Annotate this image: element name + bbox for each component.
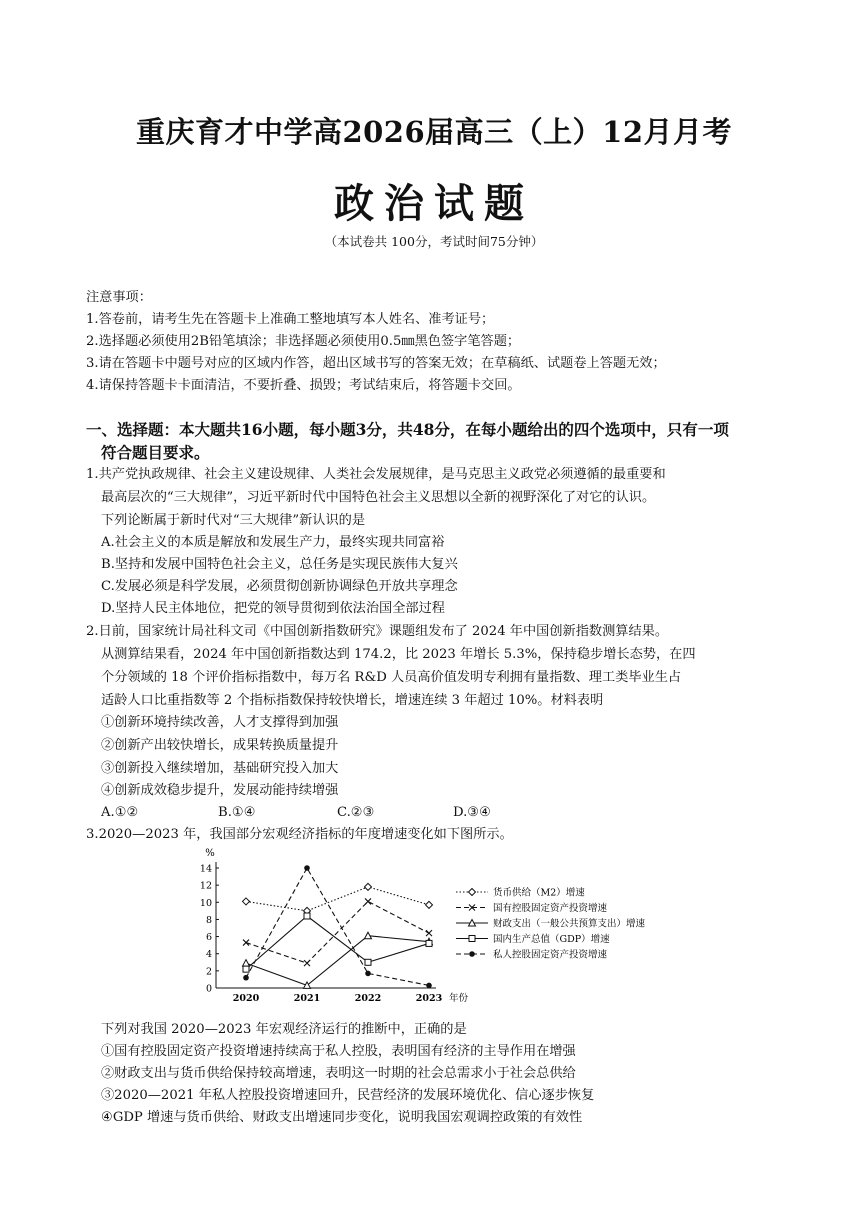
y-tick-label: 0 xyxy=(205,983,212,995)
exam-info: （本试卷共 100分，考试时间75分钟） xyxy=(324,234,544,249)
q3-question: 下列对我国 2020—2023 年宏观经济运行的推断中，正确的是 xyxy=(101,1022,467,1037)
data-point xyxy=(304,913,310,919)
q2-option-d: D.③④ xyxy=(453,805,491,820)
series-line xyxy=(246,936,429,986)
series-line xyxy=(246,868,429,985)
notice-heading: 注意事项： xyxy=(86,290,152,305)
q2-stem: 从测算结果看，2024 年中国创新指数达到 174.2，比 2023 年增长 5.3%，保持稳步增长态势，在四 xyxy=(101,647,696,662)
notice-item: 4.请保持答题卡卡面清洁，不要折叠、损毁；考试结束后，将答题卡交回。 xyxy=(86,378,521,393)
notice-item: 2.选择题必须使用2B铅笔填涂；非选择题必须使用0.5㎜黑色签字笔答题； xyxy=(86,334,521,349)
y-tick-label: 8 xyxy=(205,914,212,926)
data-point xyxy=(365,971,371,977)
q2-option-a: A.①② xyxy=(101,805,139,820)
series-line xyxy=(246,901,429,963)
data-point xyxy=(243,898,250,905)
q3-statement: ②财政支出与货币供给保持较高增速，表明这一时期的社会总需求小于社会总供给 xyxy=(101,1066,576,1081)
legend-label: 财政支出（一般公共预算支出）增速 xyxy=(493,918,646,930)
line-chart xyxy=(196,848,666,1013)
y-tick-label: 14 xyxy=(199,863,212,875)
q2-stem: 适龄人口比重指数等 2 个指标指数保持较快增长，增速连续 3 年超过 10%。材料表明 xyxy=(101,693,604,708)
data-point xyxy=(243,940,249,946)
legend-label: 国内生产总值（GDP）增速 xyxy=(493,934,610,945)
q2-option-c: C.②③ xyxy=(337,805,375,820)
q3-statement: ④GDP 增速与货币供给、财政支出增速同步变化，说明我国宏观调控政策的有效性 xyxy=(101,1110,583,1125)
q3-stem: 3.2020—2023 年，我国部分宏观经济指标的年度增速变化如下图所示。 xyxy=(86,827,513,842)
series-line xyxy=(246,887,429,911)
data-point xyxy=(243,960,250,967)
data-point xyxy=(426,901,433,908)
chart-svg xyxy=(196,848,666,1013)
notice-item: 3.请在答题卡中题号对应的区域内作答，超出区域书写的答案无效；在草稿纸、试题卷上答题无效； xyxy=(86,356,666,371)
section-heading-cont: 符合题目要求。 xyxy=(101,443,210,462)
q1-stem: 最高层次的“三大规律”，习近平新时代中国特色社会主义思想以全新的视野深化了对它的认识。 xyxy=(101,490,656,505)
data-point xyxy=(365,898,371,904)
q3-statement: ③2020—2021 年私人控股投资增速回升，民营经济的发展环境优化、信心逐步恢复 xyxy=(101,1088,595,1103)
y-tick-label: 12 xyxy=(199,880,212,892)
data-point xyxy=(243,966,249,972)
data-point xyxy=(365,959,371,965)
notice-item: 1.答卷前，请考生先在答题卡上准确工整地填写本人姓名、准考证号； xyxy=(86,312,495,327)
data-point xyxy=(304,865,310,871)
legend-swatch-marker xyxy=(469,936,475,942)
x-axis-label: 年份 xyxy=(449,993,469,1004)
data-point xyxy=(426,983,432,989)
data-point xyxy=(365,883,372,890)
data-point xyxy=(243,975,249,981)
y-tick-label: 2 xyxy=(205,966,212,978)
y-tick-label: 6 xyxy=(205,932,212,944)
q2-statement: ②创新产出较快增长，成果转换质量提升 xyxy=(101,738,339,753)
data-point xyxy=(426,930,432,936)
q2-statement: ③创新投入继续增加，基础研究投入加大 xyxy=(101,761,339,776)
q1-stem: 1.共产党执政规律、社会主义建设规律、人类社会发展规律，是马克思主义政党必须遵循的最重要和 xyxy=(86,467,666,482)
x-tick-label: 2023 xyxy=(415,993,443,1004)
y-tick-label: 10 xyxy=(199,897,212,909)
q2-statement: ④创新成效稳步提升，发展动能持续增强 xyxy=(101,783,339,798)
x-tick-label: 2020 xyxy=(232,993,260,1004)
q2-statement: ①创新环境持续改善，人才支撑得到加强 xyxy=(101,715,339,730)
y-axis-label: % xyxy=(205,848,215,859)
q1-option-a: A.社会主义的本质是解放和发展生产力，最终实现共同富裕 xyxy=(101,535,445,550)
q2-stem: 个分领域的 18 个评价指标指数中，每万名 R&D 人员高价值发明专利拥有量指数、理工类毕业生占 xyxy=(101,670,682,685)
legend-label: 国有控股固定资产投资增速 xyxy=(493,903,608,914)
legend-swatch-marker xyxy=(469,889,476,896)
q2-stem: 2.日前，国家统计局社科文司《中国创新指数研究》课题组发布了 2024 年中国创新指数测算结果。 xyxy=(86,624,669,639)
legend-label: 私人控股固定资产投资增速 xyxy=(493,949,608,961)
x-tick-label: 2022 xyxy=(354,993,382,1004)
q3-statement: ①国有控股固定资产投资增速持续高于私人控股，表明国有经济的主导作用在增强 xyxy=(101,1044,576,1059)
q1-option-d: D.坚持人民主体地位，把党的领导贯彻到依法治国全部过程 xyxy=(101,601,445,616)
data-point xyxy=(304,960,310,966)
subject-title: 政治试题 xyxy=(334,180,534,227)
q1-option-c: C.发展必须是科学发展，必须贯彻创新协调绿色开放共享理念 xyxy=(101,579,458,594)
q1-stem: 下列论断属于新时代对“三大规律”新认识的是 xyxy=(101,513,366,528)
legend-label: 货币供给（M2）增速 xyxy=(493,887,585,899)
exam-title: 重庆育才中学高2026届高三（上）12月月考 xyxy=(135,115,733,149)
y-tick-label: 4 xyxy=(205,949,212,961)
data-point xyxy=(426,940,432,946)
legend-swatch-marker xyxy=(469,951,475,957)
x-tick-label: 2021 xyxy=(293,993,321,1004)
section-heading: 一、选择题：本大题共16小题，每小题3分，共48分，在每小题给出的四个选项中，只有一项 xyxy=(86,420,729,439)
q2-option-b: B.①④ xyxy=(218,805,256,820)
q1-option-b: B.坚持和发展中国特色社会主义，总任务是实现民族伟大复兴 xyxy=(101,557,458,572)
